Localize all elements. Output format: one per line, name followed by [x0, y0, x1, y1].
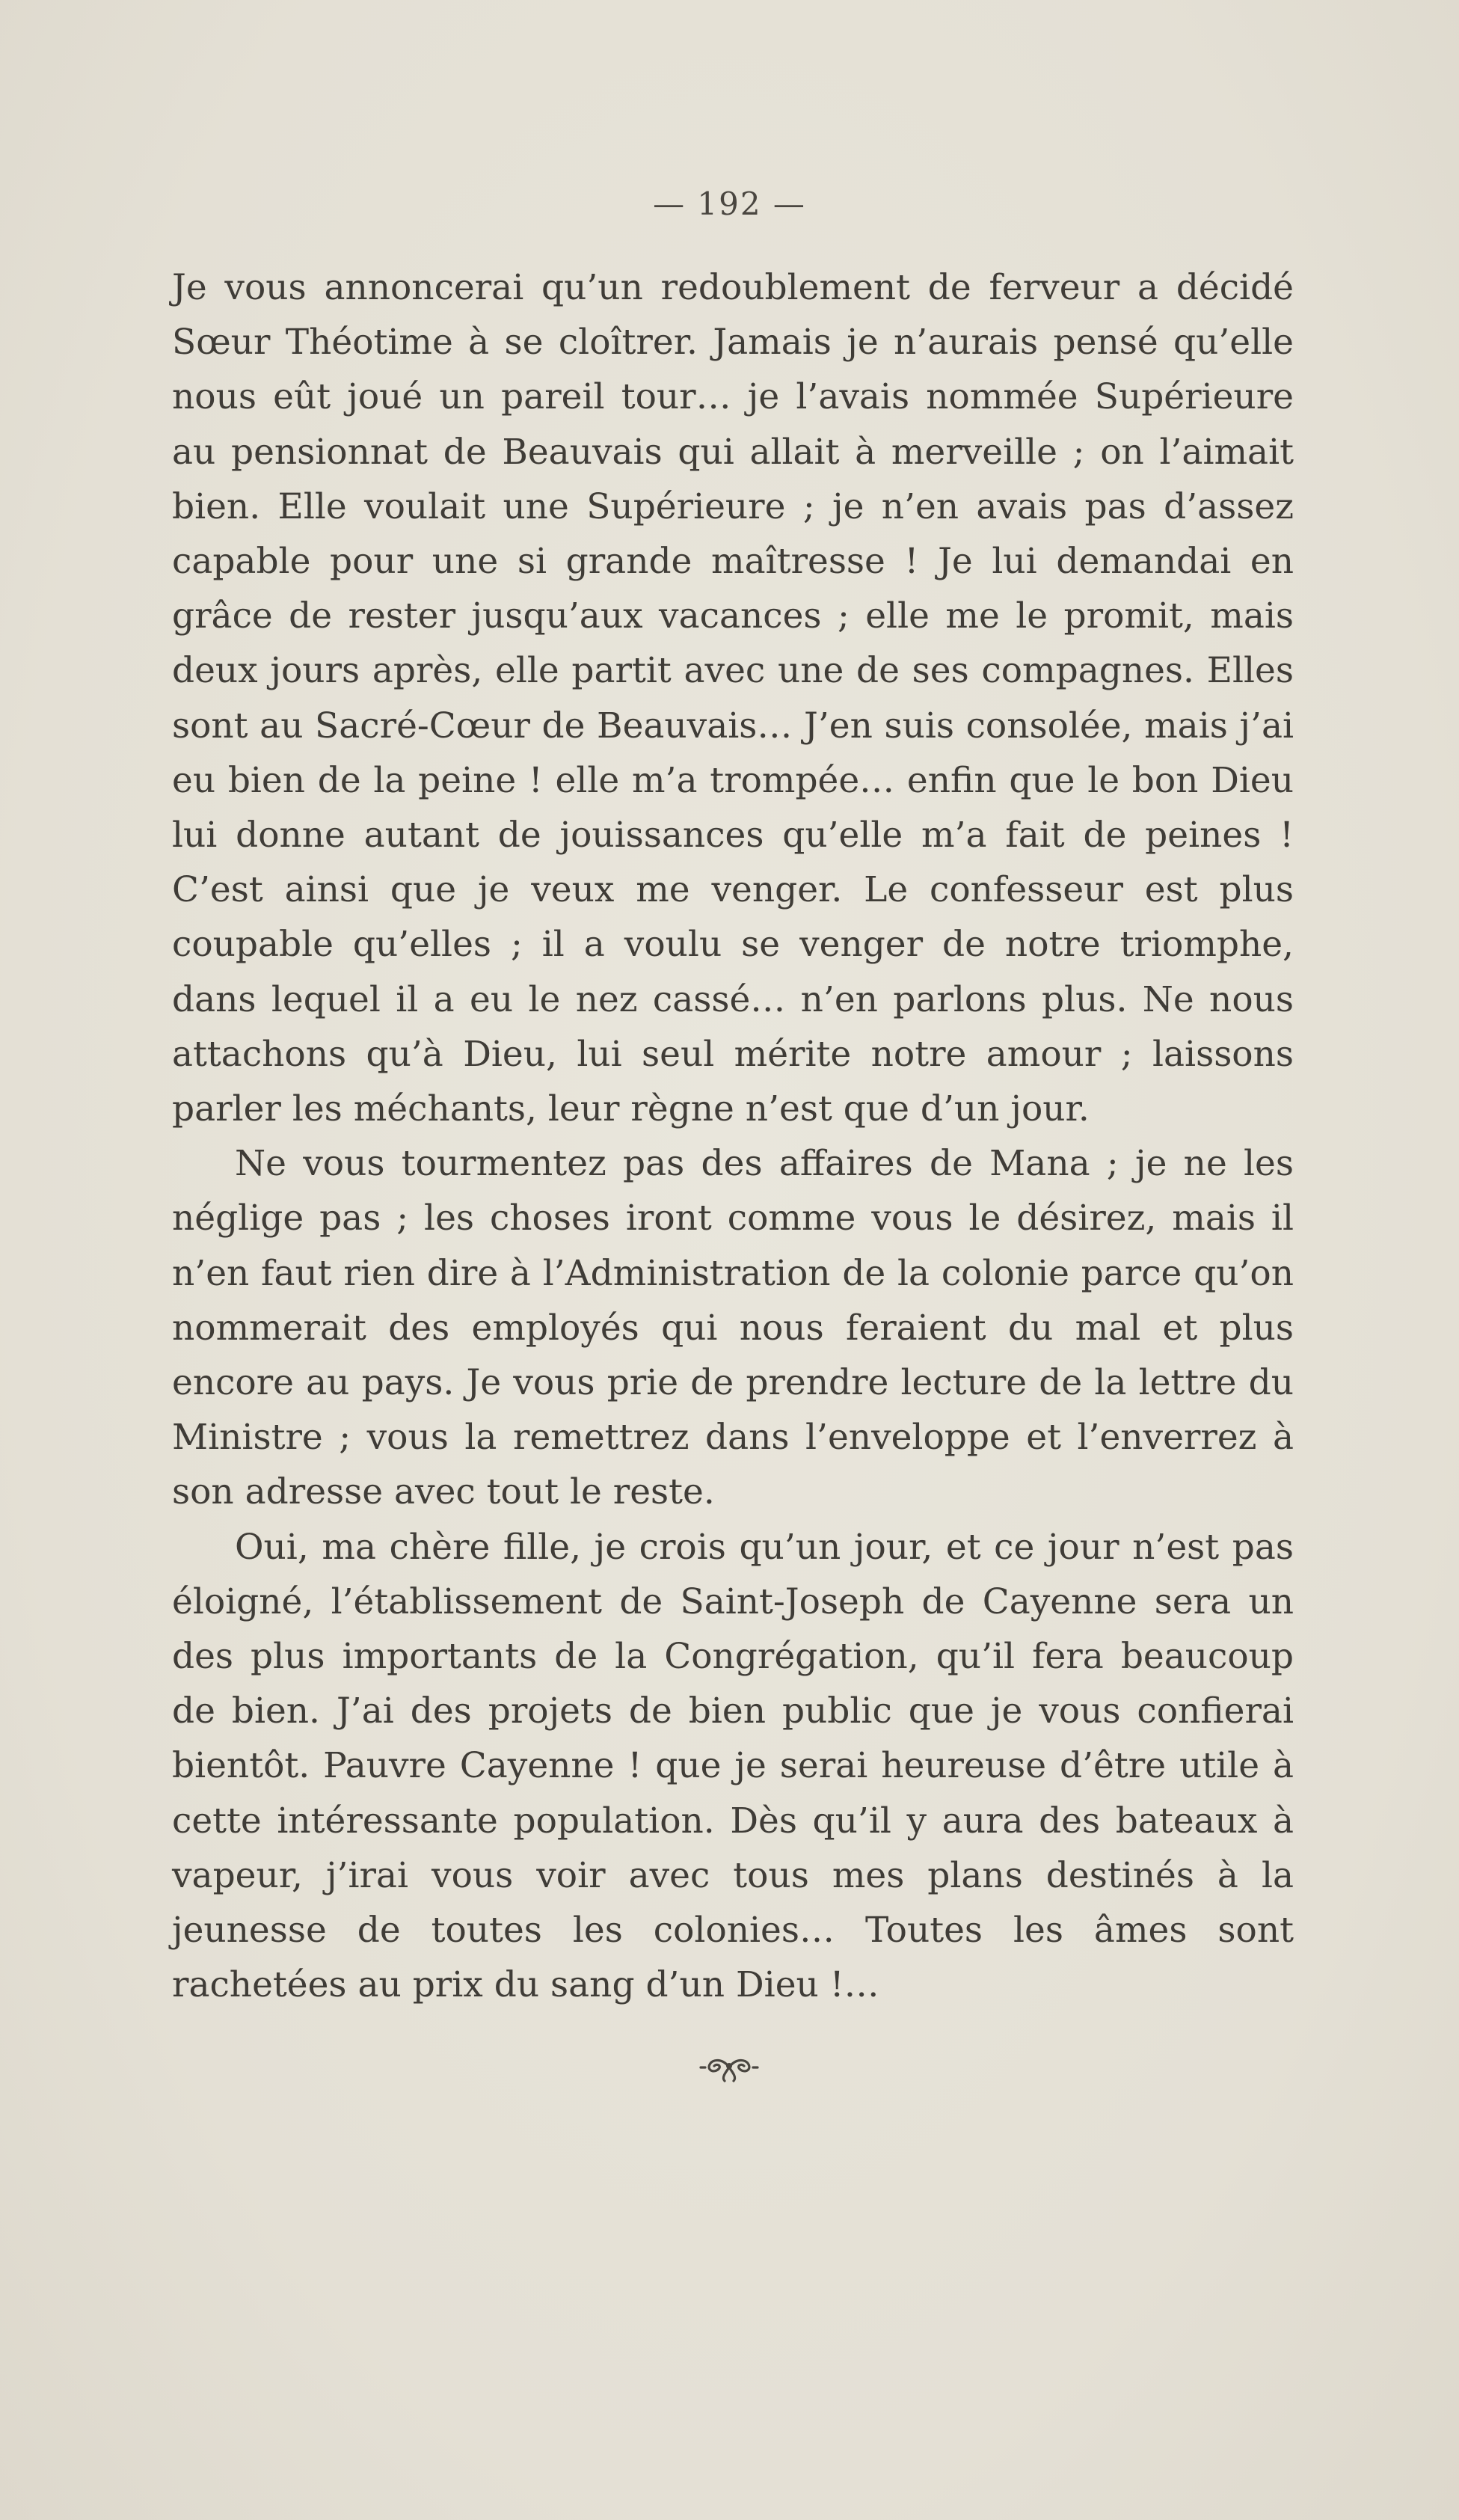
paragraph-2: Ne vous tourmentez pas des affaires de Mana ; je ne les néglige pas ; les choses iront comme vous le désirez, mais il n’en faut rien dire à l’Administration de la colonie parce qu’on nommerait des employés qui nous feraient du mal et plus encore au pays. Je vous prie de prendre lecture de la lettre du Ministre ; vous la remettrez dans l’enveloppe et l’enverrez à son adresse avec tout le reste.	[172, 1143, 1294, 1513]
page-number: — 192 —	[653, 186, 806, 222]
fleuron-ornament-icon	[699, 2051, 759, 2084]
body-text	[172, 260, 1294, 2013]
paragraph-3: Oui, ma chère fille, je crois qu’un jour, et ce jour n’est pas éloigné, l’établissement de Saint-Joseph de Cayenne sera un des plus importants de la Congrégation, qu’il fera beaucoup de bien. J’ai des projets de bien public que je vous confierai bientôt. Pauvre Cayenne ! que je serai heureuse d’être utile à cette intéressante population. Dès qu’il y aura des bateaux à vapeur, j’irai vous voir avec tous mes plans destinés à la jeunesse de toutes les colonies… Toutes les âmes sont rachetées au prix du sang d’un Dieu !…	[172, 1526, 1294, 2006]
paragraph-1: Je vous annoncerai qu’un redoublement de ferveur a décidé Sœur Théotime à se cloîtrer. Jamais je n’aurais pensé qu’elle nous eût joué un pareil tour… je l’avais nommée Supérieure au pensionnat de Beauvais qui allait à merveille ; on l’aimait bien. Elle voulait une Supérieure ; je n’en avais pas d’assez capable pour une si grande maîtresse ! Je lui demandai en grâce de rester jusqu’aux vacances ; elle me le promit, mais deux jours après, elle partit avec une de ses compagnes. Elles sont au Sacré-Cœur de Beauvais… J’en suis consolée, mais j’ai eu bien de la peine ! elle m’a trompée… enfin que le bon Dieu lui donne autant de jouissances qu’elle m’a fait de peines ! C’est ainsi que je veux me venger. Le confesseur est plus coupable qu’elles ; il a voulu se venger de notre triomphe, dans lequel il a eu le nez cassé… n’en parlons plus. Ne nous attachons qu’à Dieu, lui seul mérite notre amour ; laissons parler les méchants, leur règne n’est que d’un jour.	[172, 267, 1294, 1130]
